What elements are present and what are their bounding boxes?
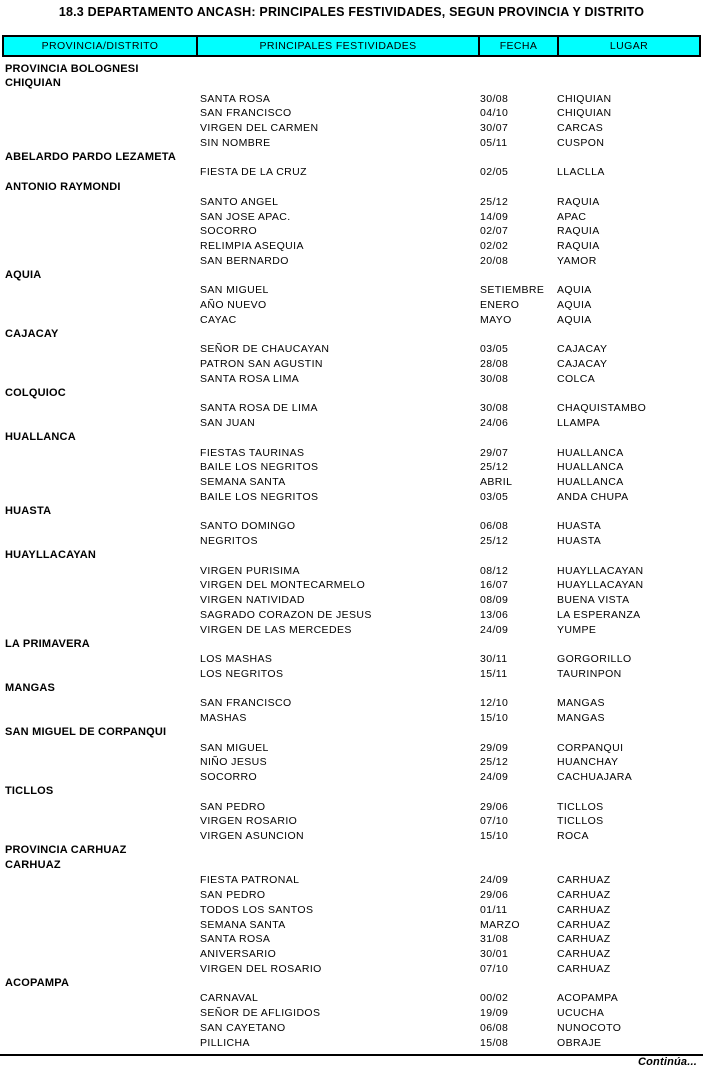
festividad-cell: PILLICHA [200, 1036, 250, 1049]
table-row [0, 165, 703, 180]
table-row [0, 932, 703, 947]
group-label: MANGAS [5, 682, 56, 694]
fecha-cell: 15/10 [480, 712, 509, 724]
group-label: PROVINCIA CARHUAZ [5, 844, 127, 857]
fecha-cell: 25/12 [480, 756, 509, 769]
fecha-cell: 05/11 [480, 136, 508, 149]
footer-divider [0, 1054, 703, 1056]
fecha-cell: 25/12 [480, 461, 509, 474]
lugar-cell: TICLLOS [557, 815, 604, 828]
fecha-cell: 25/12 [480, 195, 509, 208]
table-row [0, 254, 703, 269]
page-title: 18.3 DEPARTAMENTO ANCASH: PRINCIPALES FESTIVIDADES, SEGUN PROVINCIA Y DISTRITO [58, 5, 645, 19]
fecha-cell: 28/08 [480, 358, 509, 370]
table-row [0, 490, 703, 505]
lugar-cell: LLACLLA [557, 166, 605, 179]
column-header-provincia-distrito: PROVINCIA/DISTRITO [41, 40, 159, 52]
table-row [0, 106, 703, 121]
table-row [0, 283, 703, 298]
lugar-cell: RAQUIA [557, 195, 600, 208]
fecha-cell: 06/08 [480, 520, 509, 533]
fecha-cell: MARZO [480, 918, 520, 931]
table-row [0, 962, 703, 977]
lugar-cell: CHIQUIAN [557, 92, 612, 105]
festividad-cell: ANIVERSARIO [200, 948, 277, 960]
fecha-cell: ABRIL [480, 476, 513, 488]
group-label: HUAYLLACAYAN [5, 549, 97, 562]
festividad-cell: SAN MIGUEL [200, 284, 269, 297]
lugar-cell: AQUIA [557, 313, 592, 326]
table-row [0, 357, 703, 372]
fecha-cell: 07/10 [480, 962, 509, 975]
fecha-cell: 04/10 [480, 107, 509, 120]
fecha-cell: 29/06 [480, 889, 509, 901]
festividad-cell: VIRGEN DE LAS MERCEDES [200, 623, 352, 636]
lugar-cell: CAJACAY [557, 358, 608, 370]
festividad-cell: SAN PEDRO [200, 800, 266, 813]
group-label: ANTONIO RAYMONDI [5, 180, 121, 193]
lugar-cell: ANDA CHUPA [557, 490, 629, 503]
column-header-lugar: LUGAR [557, 37, 699, 55]
festividad-cell: VIRGEN ROSARIO [200, 815, 298, 828]
fecha-cell: 15/08 [480, 1036, 509, 1049]
lugar-cell: HUAYLLACAYAN [557, 564, 644, 577]
festividad-cell: VIRGEN DEL CARMEN [200, 122, 319, 134]
fecha-cell: 30/08 [480, 372, 509, 385]
fecha-cell: 15/10 [480, 830, 509, 842]
fecha-cell: 24/09 [480, 874, 509, 887]
festividad-cell: SAN FRANCISCO [200, 107, 292, 120]
lugar-cell: CACHUAJARA [557, 771, 633, 783]
festividad-cell: SIN NOMBRE [200, 136, 271, 149]
column-header-fecha: FECHA [478, 37, 557, 55]
group-header-district [0, 785, 703, 800]
group-header-province [0, 844, 703, 859]
festividad-cell: LOS NEGRITOS [200, 667, 284, 680]
festividad-cell: BAILE LOS NEGRITOS [200, 461, 319, 474]
table-row [0, 593, 703, 608]
festividad-cell: CARNAVAL [200, 992, 259, 1005]
fecha-cell: 30/08 [480, 92, 509, 105]
group-header-province [0, 62, 703, 77]
fecha-cell: 20/08 [480, 254, 509, 267]
lugar-cell: OBRAJE [557, 1036, 602, 1049]
festividad-cell: SEÑOR DE CHAUCAYAN [200, 343, 330, 356]
fecha-cell: 30/08 [480, 402, 509, 415]
table-row [0, 239, 703, 254]
group-header-district [0, 682, 703, 697]
fecha-cell: 24/06 [480, 417, 509, 429]
festividad-cell: NEGRITOS [200, 535, 258, 547]
fecha-cell: 02/07 [480, 225, 509, 238]
table-row [0, 667, 703, 682]
fecha-cell: 30/11 [480, 653, 508, 665]
fecha-cell: 30/01 [480, 948, 509, 960]
table-row [0, 755, 703, 770]
festividad-cell: SAGRADO CORAZON DE JESUS [200, 608, 372, 621]
fecha-cell: 24/09 [480, 771, 509, 783]
lugar-cell: CARHUAZ [557, 903, 611, 916]
lugar-cell: CARHUAZ [557, 889, 611, 901]
fecha-cell: 07/10 [480, 815, 509, 828]
group-label: AQUIA [5, 269, 42, 281]
group-label: COLQUIOC [5, 387, 66, 399]
table-row [0, 873, 703, 888]
fecha-cell: SETIEMBRE [480, 284, 545, 297]
lugar-cell: CUSPON [557, 136, 605, 149]
table-body [0, 62, 703, 1050]
festividad-cell: SAN FRANCISCO [200, 697, 292, 710]
lugar-cell: YAMOR [557, 254, 597, 267]
table-row [0, 121, 703, 136]
festividad-cell: SANTA ROSA LIMA [200, 372, 300, 385]
lugar-cell: TICLLOS [557, 800, 604, 813]
festividad-cell: SAN JUAN [200, 417, 256, 429]
fecha-cell: 14/09 [480, 210, 509, 223]
group-header-district [0, 549, 703, 564]
table-row [0, 564, 703, 579]
lugar-cell: GORGORILLO [557, 653, 632, 665]
group-header-district [0, 505, 703, 520]
fecha-cell: 13/06 [480, 608, 509, 621]
table-row [0, 534, 703, 549]
lugar-cell: HUASTA [557, 520, 602, 533]
festividad-cell: SEMANA SANTA [200, 918, 286, 931]
lugar-cell: HUALLANCA [557, 476, 624, 488]
festividad-cell: CAYAC [200, 313, 237, 326]
column-header-principales-festividades: PRINCIPALES FESTIVIDADES [196, 37, 478, 55]
lugar-cell: BUENA VISTA [557, 594, 630, 606]
table-row [0, 401, 703, 416]
lugar-cell: RAQUIA [557, 240, 600, 252]
table-row [0, 741, 703, 756]
group-label: LA PRIMAVERA [5, 637, 90, 650]
table-row [0, 800, 703, 815]
festividad-cell: LOS MASHAS [200, 653, 273, 665]
group-label: PROVINCIA BOLOGNESI [5, 62, 139, 75]
lugar-cell: MANGAS [557, 712, 605, 724]
table-row [0, 652, 703, 667]
lugar-cell: COLCA [557, 372, 596, 385]
festividad-cell: AÑO NUEVO [200, 299, 267, 311]
festividad-cell: VIRGEN PURISIMA [200, 564, 300, 577]
table-row [0, 578, 703, 593]
group-header-district [0, 328, 703, 343]
table-row [0, 829, 703, 844]
table-row [0, 210, 703, 225]
festividad-cell: TODOS LOS SANTOS [200, 903, 314, 916]
lugar-cell: CARHUAZ [557, 918, 611, 931]
festividad-cell: FIESTA PATRONAL [200, 874, 300, 887]
lugar-cell: CARHUAZ [557, 874, 611, 887]
fecha-cell: 02/05 [480, 166, 509, 179]
festividad-cell: SANTA ROSA [200, 92, 271, 105]
fecha-cell: 03/05 [480, 343, 509, 356]
festividad-cell: RELIMPIA ASEQUIA [200, 240, 304, 252]
lugar-cell: LLAMPA [557, 417, 601, 429]
table-row [0, 1021, 703, 1036]
table-row [0, 416, 703, 431]
festividad-cell: VIRGEN NATIVIDAD [200, 594, 305, 606]
lugar-cell: AQUIA [557, 299, 592, 311]
table-row [0, 711, 703, 726]
fecha-cell: 02/02 [480, 240, 509, 252]
festividad-cell: VIRGEN ASUNCION [200, 830, 305, 842]
group-header-district [0, 180, 703, 195]
lugar-cell: CARHUAZ [557, 933, 611, 946]
fecha-cell: ENERO [480, 299, 520, 311]
lugar-cell: HUANCHAY [557, 756, 619, 769]
festividad-cell: SANTA ROSA [200, 933, 271, 946]
fecha-cell: 00/02 [480, 992, 509, 1005]
fecha-cell: 08/12 [480, 564, 509, 577]
table-row [0, 947, 703, 962]
lugar-cell: YUMPE [557, 623, 597, 636]
festividad-cell: SAN BERNARDO [200, 254, 289, 267]
lugar-cell: CARHUAZ [557, 962, 611, 975]
festividad-cell: NIÑO JESUS [200, 756, 268, 769]
festividad-cell: VIRGEN DEL MONTECARMELO [200, 579, 366, 592]
fecha-cell: MAYO [480, 313, 512, 326]
fecha-cell: 30/07 [480, 122, 509, 134]
lugar-cell: APAC [557, 210, 587, 223]
table-row [0, 298, 703, 313]
lugar-cell: HUALLANCA [557, 446, 624, 459]
lugar-cell: CHAQUISTAMBO [557, 402, 647, 415]
table-row [0, 903, 703, 918]
lugar-cell: ACOPAMPA [557, 992, 619, 1005]
table-row [0, 313, 703, 328]
lugar-cell: CHIQUIAN [557, 107, 612, 120]
fecha-cell: 08/09 [480, 594, 509, 606]
group-header-district [0, 77, 703, 92]
group-header-district [0, 151, 703, 166]
festividad-cell: FIESTA DE LA CRUZ [200, 166, 307, 179]
lugar-cell: NUNOCOTO [557, 1021, 622, 1034]
lugar-cell: CAJACAY [557, 343, 608, 356]
table-row [0, 460, 703, 475]
table-row [0, 918, 703, 933]
table-row [0, 519, 703, 534]
group-header-district [0, 726, 703, 741]
festividad-cell: MASHAS [200, 712, 247, 724]
fecha-cell: 29/07 [480, 446, 509, 459]
table-row [0, 475, 703, 490]
lugar-cell: LA ESPERANZA [557, 608, 641, 621]
group-label: ABELARDO PARDO LEZAMETA [5, 151, 177, 163]
fecha-cell: 29/06 [480, 800, 509, 813]
table-row [0, 92, 703, 107]
lugar-cell: ROCA [557, 830, 589, 842]
fecha-cell: 25/12 [480, 535, 509, 547]
group-header-district [0, 859, 703, 874]
festividad-cell: SAN JOSE APAC. [200, 210, 291, 223]
fecha-cell: 01/11 [480, 903, 508, 916]
fecha-cell: 06/08 [480, 1021, 509, 1034]
festividad-cell: SANTA ROSA DE LIMA [200, 402, 318, 415]
festividad-cell: SOCORRO [200, 771, 258, 783]
table-row [0, 888, 703, 903]
group-label: CARHUAZ [5, 859, 61, 871]
festividad-cell: VIRGEN DEL ROSARIO [200, 962, 322, 975]
lugar-cell: MANGAS [557, 697, 605, 710]
table-row [0, 1006, 703, 1021]
table-row [0, 372, 703, 387]
festividad-cell: SAN CAYETANO [200, 1021, 286, 1034]
table-row [0, 623, 703, 638]
fecha-cell: 19/09 [480, 1007, 509, 1019]
festividad-cell: SAN MIGUEL [200, 741, 269, 754]
festividad-cell: SAN PEDRO [200, 889, 266, 901]
table-row [0, 224, 703, 239]
lugar-cell: HUAYLLACAYAN [557, 579, 644, 592]
fecha-cell: 31/08 [480, 933, 509, 946]
group-header-district [0, 387, 703, 402]
lugar-cell: HUASTA [557, 535, 602, 547]
continua-note: Continúa... [637, 1056, 697, 1068]
group-label: TICLLOS [5, 785, 54, 798]
lugar-cell: TAURINPON [557, 667, 622, 680]
table-row [0, 1036, 703, 1051]
festividad-cell: SANTO DOMINGO [200, 520, 296, 533]
lugar-cell: CARCAS [557, 122, 604, 134]
festividad-cell: FIESTAS TAURINAS [200, 446, 305, 459]
table-row [0, 342, 703, 357]
group-label: HUALLANCA [5, 431, 76, 444]
festividad-cell: SOCORRO [200, 225, 258, 238]
table-row [0, 608, 703, 623]
fecha-cell: 12/10 [480, 697, 509, 710]
group-header-district [0, 977, 703, 992]
group-label: SAN MIGUEL DE CORPANQUI [5, 726, 167, 739]
fecha-cell: 16/07 [480, 579, 509, 592]
table-row [0, 991, 703, 1006]
table-row [0, 814, 703, 829]
table-row [0, 136, 703, 151]
fecha-cell: 03/05 [480, 490, 509, 503]
fecha-cell: 29/09 [480, 741, 509, 754]
group-label: ACOPAMPA [5, 977, 70, 989]
lugar-cell: UCUCHA [557, 1007, 605, 1019]
festividad-cell: SANTO ANGEL [200, 195, 279, 208]
table-row [0, 195, 703, 210]
group-label: CHIQUIAN [5, 77, 61, 90]
lugar-cell: CARHUAZ [557, 948, 611, 960]
festividad-cell: PATRON SAN AGUSTIN [200, 358, 323, 370]
festividad-cell: BAILE LOS NEGRITOS [200, 490, 319, 503]
table-row [0, 446, 703, 461]
table-header [2, 35, 701, 57]
festividad-cell: SEMANA SANTA [200, 476, 286, 488]
group-header-district [0, 637, 703, 652]
group-label: HUASTA [5, 505, 52, 517]
group-header-district [0, 269, 703, 284]
fecha-cell: 15/11 [480, 667, 508, 680]
lugar-cell: CORPANQUI [557, 741, 624, 754]
lugar-cell: RAQUIA [557, 225, 600, 238]
lugar-cell: AQUIA [557, 284, 592, 297]
table-row [0, 770, 703, 785]
festividad-cell: SEÑOR DE AFLIGIDOS [200, 1007, 321, 1019]
group-label: CAJACAY [5, 328, 59, 340]
group-header-district [0, 431, 703, 446]
lugar-cell: HUALLANCA [557, 461, 624, 474]
table-row [0, 696, 703, 711]
fecha-cell: 24/09 [480, 623, 509, 636]
